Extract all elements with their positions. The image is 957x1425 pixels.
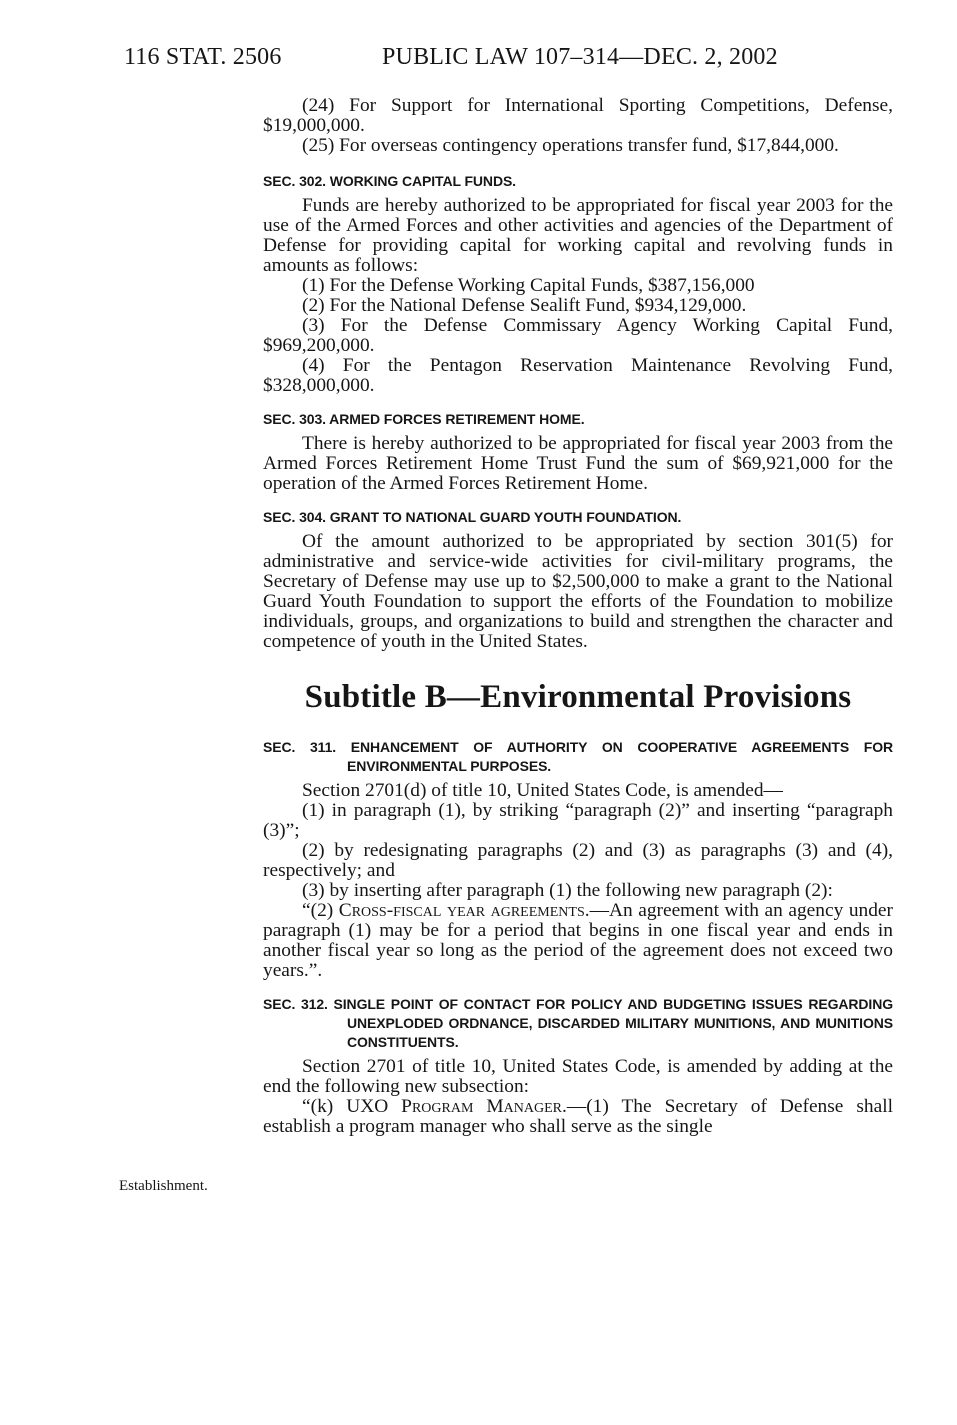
section-311-quote-prefix: “(2) — [302, 900, 339, 921]
section-heading-303: SEC. 303. ARMED FORCES RETIREMENT HOME. — [263, 411, 585, 427]
section-302-item-4: (4) For the Pentagon Reservation Maintenance Revolving Fund, $328,000,000. — [263, 355, 893, 396]
section-302-item-3: (3) For the Defense Commissary Agency Working Capital Fund, $969,200,000. — [263, 315, 893, 356]
section-312-number: SEC. 312. — [263, 996, 328, 1012]
section-heading-302: SEC. 302. WORKING CAPITAL FUNDS. — [263, 173, 516, 189]
section-311-intro: Section 2701(d) of title 10, United States Code, is amended— — [302, 780, 783, 801]
paragraph-item-25: (25) For overseas contingency operations transfer fund, $17,844,000. — [302, 135, 839, 156]
section-heading-311 — [263, 738, 893, 776]
page-body — [263, 96, 893, 1137]
statute-citation: 116 STAT. 2506 — [124, 44, 282, 70]
public-law-date: PUBLIC LAW 107–314—DEC. 2, 2002 — [382, 44, 778, 70]
section-311-number: SEC. 311. — [263, 739, 337, 755]
section-312-subsection-k — [263, 1097, 893, 1137]
section-312-sub-text: —(1) The Secretary of Defense shall establish a program manager who shall serve as the single — [263, 1096, 893, 1137]
section-312-sub-prefix: “(k) — [302, 1096, 347, 1117]
section-302-intro: Funds are hereby authorized to be appropriated for fiscal year 2003 for the use of the Armed Forces and other activities and agencies of the Department of Defense for providing capital for working capital and revolving funds in amounts as follows: — [263, 195, 893, 276]
section-312-intro: Section 2701 of title 10, United States Code, is amended by adding at the end the following new subsection: — [263, 1056, 893, 1097]
paragraph-item-24: (24) For Support for International Sporting Competitions, Defense, $19,000,000. — [263, 95, 893, 136]
section-311-quote-caption: Cross-fiscal year agreements. — [338, 900, 590, 921]
margin-note-establishment: Establishment. — [119, 1178, 208, 1194]
section-311-item-2: (2) by redesignating paragraphs (2) and (3) as paragraphs (3) and (4), respectively; and — [263, 840, 893, 881]
section-312-title: SINGLE POINT OF CONTACT FOR POLICY AND BUDGETING ISSUES REGARDING UNEXPLODED ORDNANCE, DISCARDED MILITARY MUNITIONS, AND MUNITIONS CONSTITUENTS. — [333, 996, 894, 1050]
section-311-item-1: (1) in paragraph (1), by striking “paragraph (2)” and inserting “paragraph (3)”; — [263, 800, 893, 841]
section-heading-304: SEC. 304. GRANT TO NATIONAL GUARD YOUTH FOUNDATION. — [263, 509, 682, 525]
section-heading-312 — [263, 995, 893, 1052]
section-302-item-1: (1) For the Defense Working Capital Funds, $387,156,000 — [302, 275, 755, 296]
section-303-text: There is hereby authorized to be appropriated for fiscal year 2003 from the Armed Forces Retirement Home Trust Fund the sum of $69,921,000 for the operation of the Armed Forces Retirement Home. — [263, 433, 893, 494]
section-311-quoted-paragraph — [263, 901, 893, 981]
section-311-quote-text: —An agreement with an agency under paragraph (1) may be for a period that begins in one fiscal year and ends in another fiscal year so long as the period of the agreement does not exceed two years.”. — [263, 900, 893, 981]
section-304-text: Of the amount authorized to be appropriated by section 301(5) for administrative and service-wide activities for civil-military programs, the Secretary of Defense may use up to $2,500,000 to make a grant to the National Guard Youth Foundation to support the efforts of the Foundation to mobilize individuals, groups, and organizations to build and strengthen the character and competence of youth in the United States. — [263, 531, 893, 652]
subtitle-heading: Subtitle B—Environmental Provisions — [304, 679, 852, 715]
section-311-item-3: (3) by inserting after paragraph (1) the following new paragraph (2): — [302, 880, 833, 901]
section-311-title: ENHANCEMENT OF AUTHORITY ON COOPERATIVE AGREEMENTS FOR ENVIRONMENTAL PURPOSES. — [347, 739, 893, 774]
section-312-sub-caption: UXO Program Manager. — [346, 1096, 567, 1117]
section-302-item-2: (2) For the National Defense Sealift Fund, $934,129,000. — [302, 295, 747, 316]
